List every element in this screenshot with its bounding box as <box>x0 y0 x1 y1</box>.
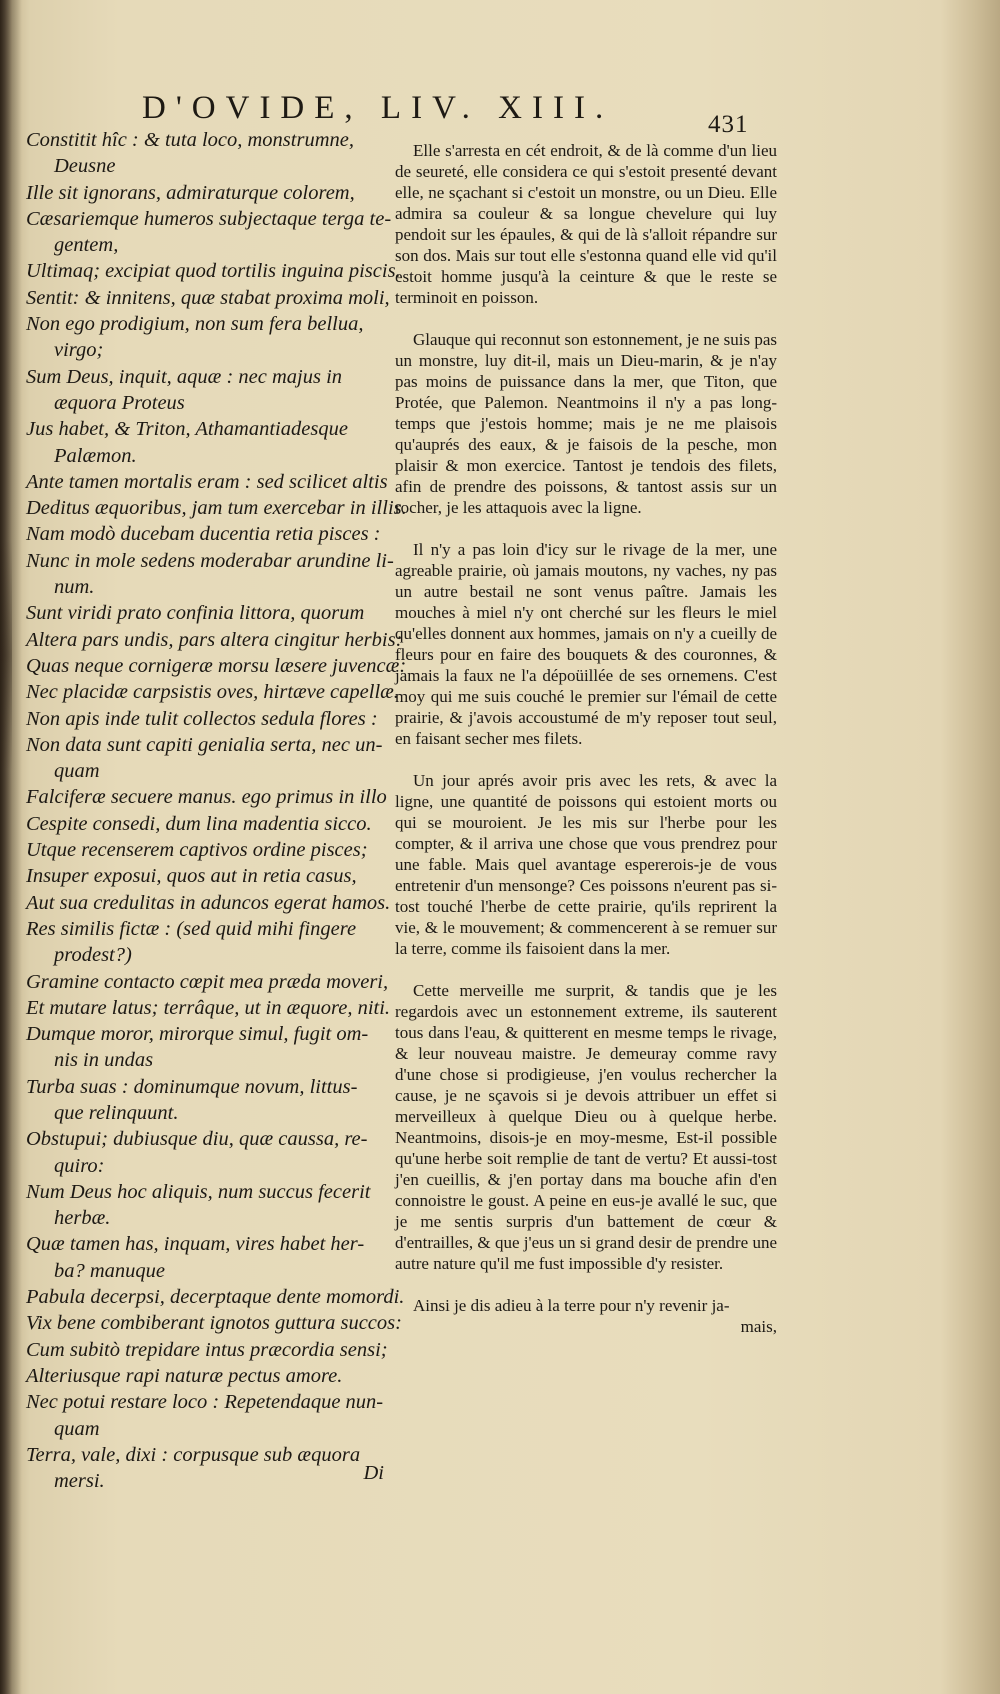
verse-line: Utque recenserem captivos ordine pisces; <box>26 839 368 862</box>
verse-line: Dumque moror, mirorque simul, fugit om- <box>26 1023 369 1046</box>
verse-line: Gramine contacto cœpit mea præda moveri, <box>26 970 389 993</box>
verse-line: Ultimaq; excipiat quod tortilis inguina piscis. <box>26 260 401 283</box>
verse-line: Non data sunt capiti genialia serta, nec un- <box>26 733 383 756</box>
verse-line: Non apis inde tulit collectos sedula flores : <box>26 707 378 730</box>
verse-line: herbæ. <box>54 1207 111 1230</box>
verse-line: que relinquunt. <box>54 1101 179 1124</box>
latin-catchword: Di <box>363 1462 384 1485</box>
verse-line: Ille sit ignorans, admiraturque colorem, <box>26 181 355 204</box>
verse-line: Sentit: & innitens, quæ stabat proxima moli, <box>26 286 390 309</box>
verse-line: Altera pars undis, pars altera cingitur herbis: <box>26 628 403 651</box>
french-translation-column <box>395 140 777 1337</box>
verse-line: Cum subitò trepidare intus præcordia sensi; <box>26 1338 388 1361</box>
verse-line: Alteriusque rapi naturæ pectus amore. <box>26 1364 343 1387</box>
verse-line: quiro: <box>54 1154 105 1177</box>
verse-line: nis in undas <box>54 1049 154 1072</box>
closing-line: Ainsi je dis adieu à la terre pour n'y revenir ja- <box>413 1296 730 1315</box>
verse-line: gentem, <box>54 234 119 257</box>
binding-shadow <box>0 0 22 1694</box>
verse-line: Deditus æquoribus, jam tum exercebar in illis. <box>26 497 407 520</box>
verse-line: Pabula decerpsi, decerptaque dente momordi. <box>26 1286 405 1309</box>
latin-verse-column <box>26 127 407 1494</box>
french-catchword: mais, <box>740 1317 777 1336</box>
verse-line: quam <box>54 1417 100 1440</box>
verse-line: Palæmon. <box>54 444 137 467</box>
verse-line: Terra, vale, dixi : corpusque sub æquora <box>26 1443 361 1466</box>
verse-line <box>26 1462 384 1494</box>
translation-paragraph: Glauque qui reconnut son estonnement, je ne suis pas un monstre, luy dit-il, mais un Dieu-marin, & je n'ay pas moins de puissance dans la mer, que Titon, que Protée, que Palemon. Neantmoins il n'y a pas long-temps que j'estois homme; mais je ne me plaisois qu'auprés des eaux, & je faisois de la pesche, mon plaisir & mon exercice. Tantost je tendois des filets, afin de prendre des poissons, & tantost assis sur un rocher, je les attaquois avec la ligne. <box>395 330 778 517</box>
verse-line: quam <box>54 760 100 783</box>
verse-line: Aut sua credulitas in aduncos egerat hamos. <box>26 891 391 914</box>
running-head: D'OVIDE, LIV. XIII. <box>142 90 614 126</box>
verse-line: Nec placidæ carpsistis oves, hirtæve capellæ. <box>26 681 399 704</box>
verse-line: Res similis fictæ : (sed quid mihi fingere <box>26 917 357 940</box>
verse-line: Sunt viridi prato confinia littora, quorum <box>26 602 365 625</box>
verse-line: Non ego prodigium, non sum fera bellua, <box>26 313 364 336</box>
verse-line: Vix bene combiberant ignotos guttura succos: <box>26 1312 402 1335</box>
verse-line: Obstupui; dubiusque diu, quæ caussa, re- <box>26 1128 368 1151</box>
verse-line: Quas neque cornigeræ morsu læsere juvencæ: <box>26 654 407 677</box>
translation-paragraph: Un jour aprés avoir pris avec les rets, & avec la ligne, une quantité de poissons qui estoient morts ou qui se mouroient. Je les mis sur l'herbe pour les compter, & il arriva une chose que vous prendrez pour une fable. Mais quel avantage espererois-je de vous entretenir d'un mensonge? Ces poissons n'eurent pas si-tost touché l'herbe de cette prairie, qu'ils reprirent la vie, & le mouvement; & commencerent à se remuer sur la terre, comme ils faisoient dans la mer. <box>395 771 777 958</box>
verse-text: mersi. <box>54 1470 105 1493</box>
verse-line: prodest?) <box>54 944 132 967</box>
verse-line: Sum Deus, inquit, aquæ : nec majus in <box>26 365 343 388</box>
translation-paragraph: Elle s'arresta en cét endroit, & de là comme d'un lieu de seureté, elle considera ce qui s'estoit presenté devant elle, ne sçachant si c'estoit un monstre, ou un Dieu. Elle admira sa couleur & sa longue chevelure qui luy pendoit sur les épaules, & qui de là s'alloit répandre sur son dos. Mais sur tout elle s'estonna quand elle vid qu'il estoit homme jusqu'à la ceinture & que le reste se terminoit en poisson. <box>395 141 777 307</box>
verse-line: Turba suas : dominumque novum, littus- <box>26 1075 358 1098</box>
verse-line: Quæ tamen has, inquam, vires habet her- <box>26 1233 365 1256</box>
verse-line: Deusne <box>54 155 116 178</box>
verse-line: Nam modò ducebam ducentia retia pisces : <box>26 523 381 546</box>
verse-line: Cæsariemque humeros subjectaque terga te- <box>26 207 392 230</box>
verse-line: Et mutare latus; terrâque, ut in æquore, niti. <box>26 996 391 1019</box>
verse-line: Jus habet, & Triton, Athamantiadesque <box>26 418 348 441</box>
verse-line: Falciferæ secuere manus. ego primus in illo <box>26 786 387 809</box>
verse-line: Cespite consedi, dum lina madentia sicco. <box>26 812 372 835</box>
verse-line: virgo; <box>54 339 104 362</box>
verse-line: Num Deus hoc aliquis, num succus fecerit <box>26 1180 371 1203</box>
page-number: 431 <box>708 111 749 138</box>
verse-line: ba? manuque <box>54 1259 166 1282</box>
verse-line: num. <box>54 576 95 599</box>
verse-line: Insuper exposui, quos aut in retia casus, <box>26 865 357 888</box>
verse-line: æquora Proteus <box>54 391 185 414</box>
translation-paragraph: Cette merveille me surprit, & tandis que je les regardois avec un estonnement extreme, ils sauterent tous dans l'eau, & quitterent en mesme temps le rivage, & leur nouveau maistre. Je demeuray comme ravy d'une chose si prodigieuse, j'en voulus rechercher la cause, je ne sçavois si je devois attribuer un effet si merveilleux à quelque Dieu ou à quelque herbe. Neantmoins, disois-je en moy-mesme, Est-il possible qu'une herbe soit remplie de tant de vertu? Et aussi-tost j'en cueillis, & j'en portay dans ma bouche afin d'en connoistre le goust. A peine en eus-je avallé le suc, que je me sentis surpris d'un battement de cœur & d'entrailles, & que j'eus un si grand desir de prendre une autre nature qu'il me fust impossible d'y resister. <box>395 981 777 1273</box>
verse-line: Nec potui restare loco : Repetendaque nun- <box>26 1391 384 1414</box>
verse-line: Ante tamen mortalis eram : sed scilicet altis <box>26 470 388 493</box>
verse-line: Constitit hîc : & tuta loco, monstrumne, <box>26 129 354 151</box>
translation-paragraph: Il n'y a pas loin d'icy sur le rivage de la mer, une agreable prairie, où jamais moutons, ny vaches, ny pas un autre bestail ne sont venus paître. Jamais les mouches à miel n'y ont cherché sur les fleurs le miel qu'elles donnent aux hommes, jamais on n'y a cueilly de fleurs pour en faire des bouquets & des couronnes, & jamais la faux ne l'a dépoüillée de ses ornemens. C'est moy qui me suis couché le premier sur l'émail de cette prairie, & j'avois accoustumé de m'y reposer tout seul, en faisant secher mes filets. <box>395 540 777 748</box>
margin-stain <box>0 540 12 770</box>
verse-line: Nunc in mole sedens moderabar arundine li- <box>26 549 394 572</box>
